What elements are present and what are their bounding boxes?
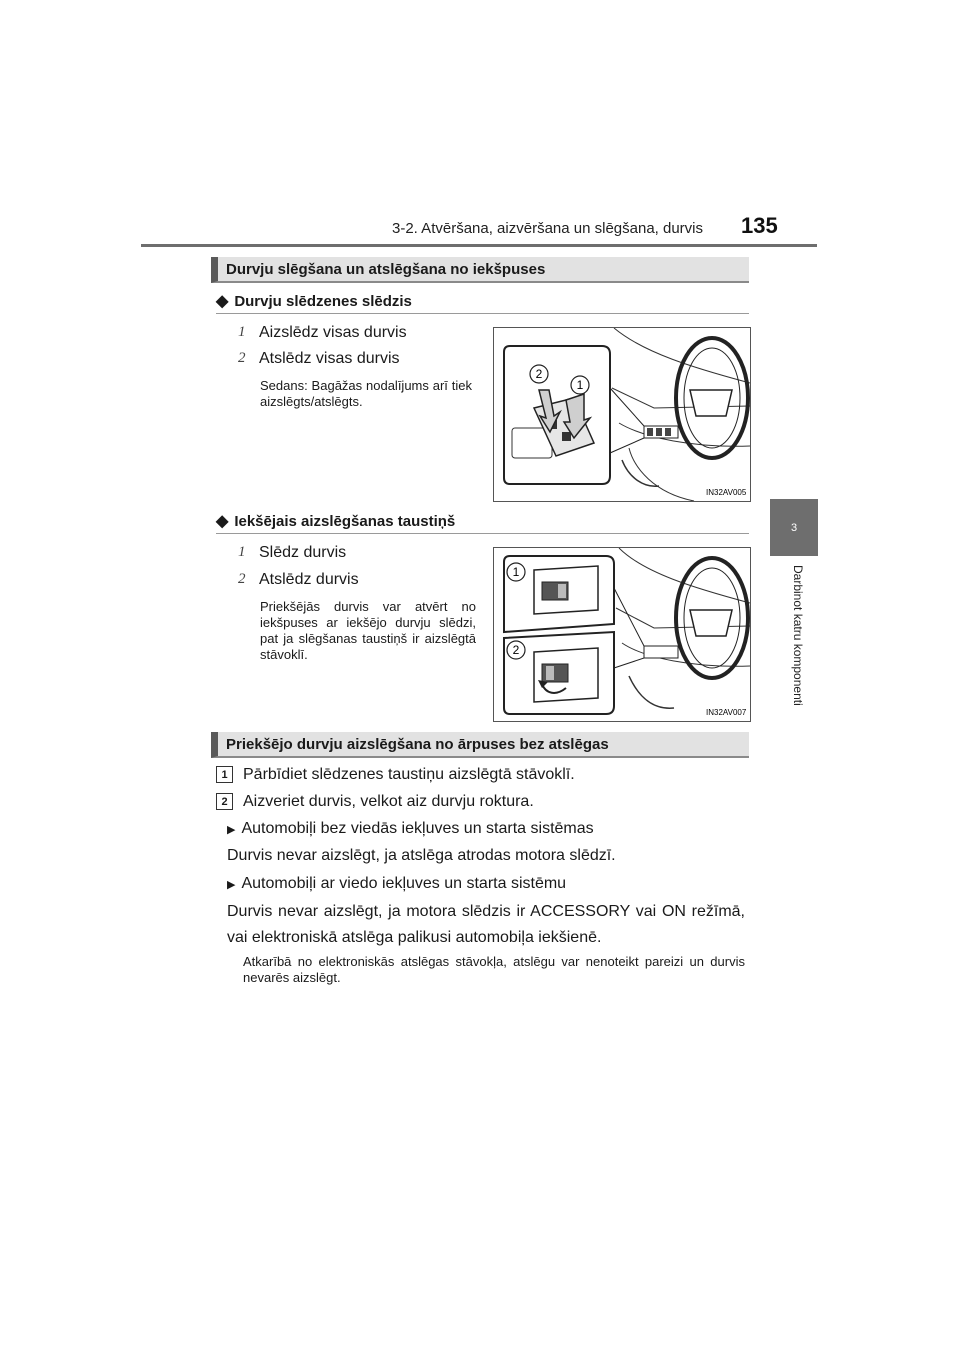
subheading-text: Durvju slēdzenes slēdzis [234,293,412,310]
step-text: Aizslēdz visas durvis [259,324,407,341]
chapter-number: 3 [790,521,798,534]
callout-1: 1 [512,565,520,579]
page-number: 135 [741,213,778,238]
illustration-inside-lock-button [493,547,751,722]
step-number: 1 [238,324,246,340]
subheading-inside-lock-button [216,511,455,531]
paragraph: Durvis nevar aizslēgt, ja motora slēdzis ir ACCESSORY vai ON režīmā, vai elektroniskā atslēga palikusi automobiļa iekšienē. [227,903,745,946]
step-text: Atslēdz durvis [259,571,359,588]
paragraph: Durvis nevar aizslēgt, ja atslēga atrodas motora slēdzī. [227,847,616,864]
step-number-box: 2 [216,793,233,810]
step-number: 1 [238,544,246,560]
illustration-door-lock-switch [493,327,751,502]
subheading-text: Iekšējais aizslēgšanas taustiņš [234,513,456,530]
triangle-bullet-icon: ▶ [227,824,236,836]
figure-code: IN32AV005 [706,488,747,497]
note-text: Priekšējās durvis var atvērt no iekšpuses ar iekšējo durvju slēdzi, pat ja slēgšanas taustiņš ir aizslēgtā stāvoklī. [260,599,476,662]
callout-2: 2 [512,643,520,657]
condition-bullet [227,872,566,897]
inside-lock-button-drawing [494,548,750,721]
triangle-bullet-icon: ▶ [227,879,236,891]
callout-2: 2 [535,367,543,381]
condition-text: Automobiļi ar viedo iekļuves un starta sistēmu [241,875,567,892]
running-header: 3-2. Atvēršana, aizvēršana un slēgšana, durvis [392,220,704,237]
chapter-tab [770,499,818,556]
condition-text: Automobiļi bez viedās iekļuves un starta sistēmas [241,820,594,837]
section-heading-outside-locking: Priekšējo durvju aizslēgšana no ārpuses bez atslēgas [211,732,749,758]
step-number-box: 1 [216,766,233,783]
door-lock-switch-drawing [494,328,750,501]
subheading-rule [216,313,749,314]
chapter-title: Darbinot katru komponenti [791,565,805,706]
step-text: Pārbīdiet slēdzenes taustiņu aizslēgtā stāvoklī. [243,766,575,783]
note-text: Atkarībā no elektroniskās atslēgas stāvokļa, atslēgu var nenoteikt pareizi un durvis nevarēs aizslēgt. [243,954,745,985]
subheading-door-lock-switch [216,291,412,311]
step-text: Aizveriet durvis, velkot aiz durvju roktura. [243,793,534,810]
diamond-icon: ◆ [216,513,229,530]
header-rule [141,244,817,247]
figure-code: IN32AV007 [706,708,747,717]
section-heading-inside-locking: Durvju slēgšana un atslēgšana no iekšpuses [211,257,749,283]
callout-1: 1 [576,378,584,392]
note-text: Sedans: Bagāžas nodalījums arī tiek aizslēgts/atslēgts. [260,378,472,409]
step-number: 2 [238,571,246,587]
diamond-icon: ◆ [216,293,229,310]
condition-bullet [227,817,594,842]
step-text: Slēdz durvis [259,544,347,561]
step-text: Atslēdz visas durvis [259,350,400,367]
step-number: 2 [238,350,246,366]
subheading-rule [216,533,749,534]
